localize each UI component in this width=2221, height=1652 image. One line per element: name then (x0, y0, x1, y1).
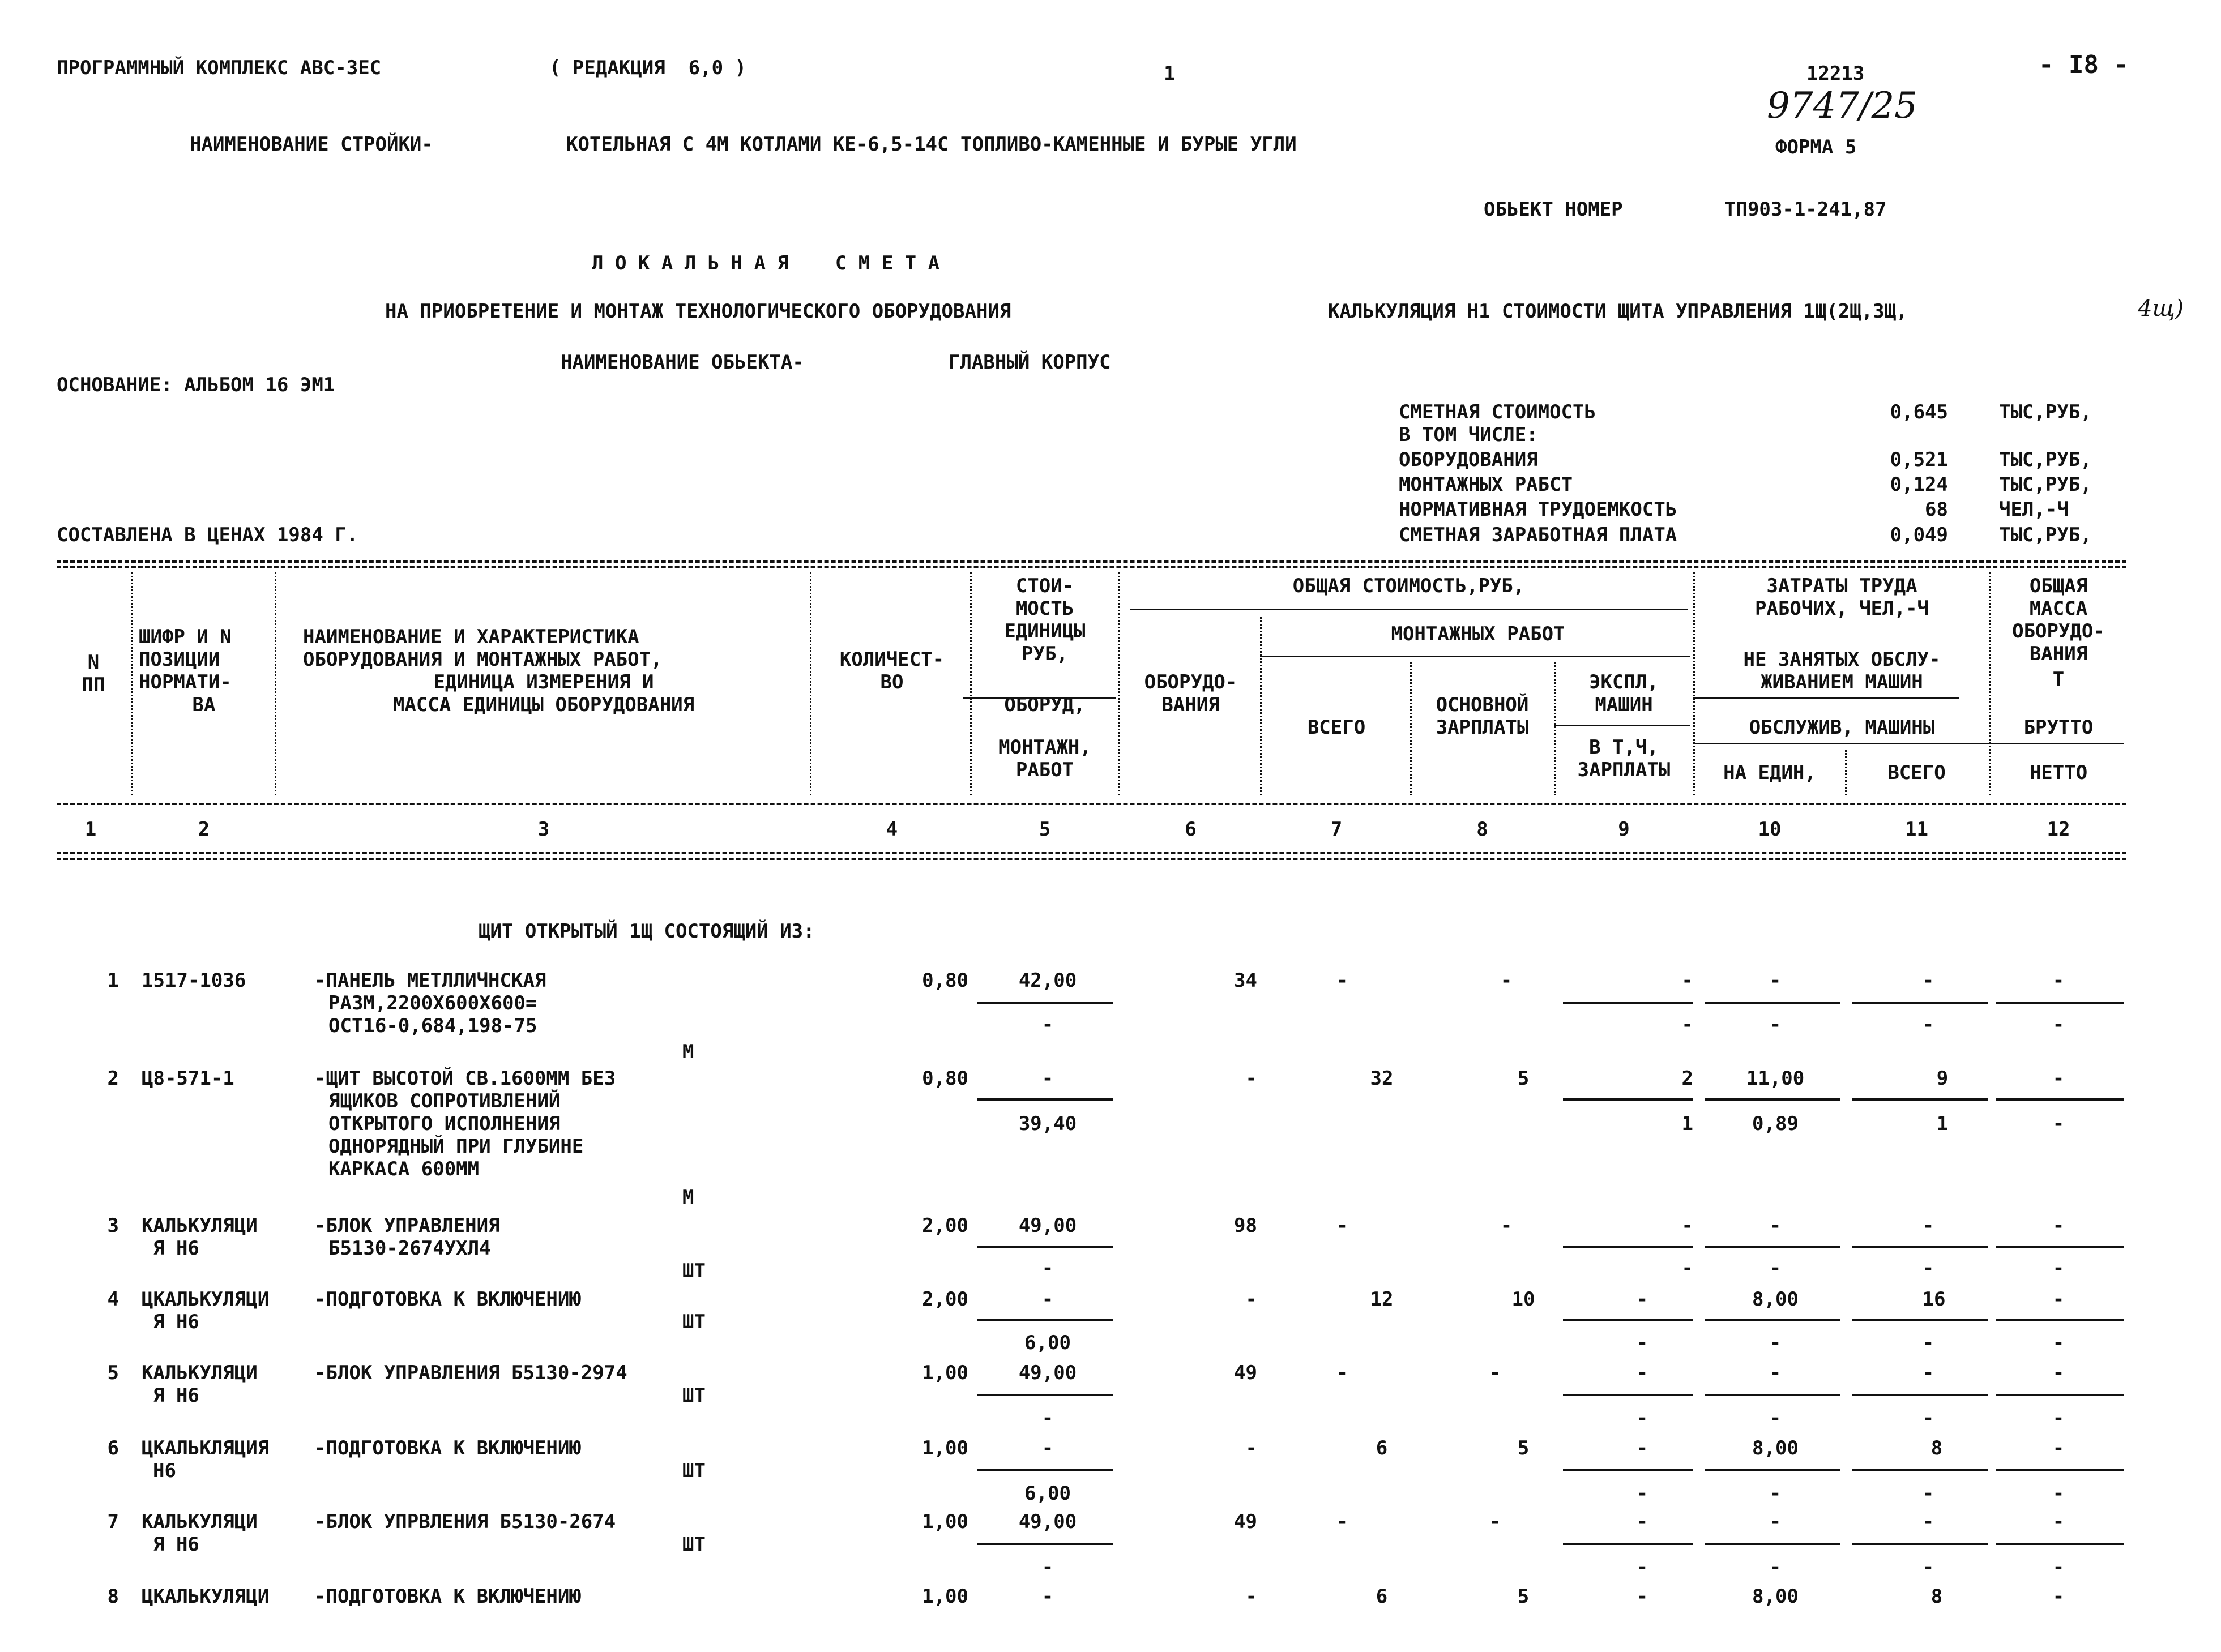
col12-header: ВАНИЯ (2029, 643, 2088, 665)
row-code-cont: Я Н6 (153, 1237, 199, 1260)
subtitle: НА ПРИОБРЕТЕНИЕ И МОНТАЖ ТЕХНОЛОГИЧЕСКОГО ОБОРУДОВАНИЯ (385, 300, 1011, 323)
row-col9b: - (1681, 1013, 1693, 1036)
row-col11b: - (1922, 1257, 1934, 1279)
row-col10b: - (1769, 1257, 1782, 1279)
row-qty: 0,80 (922, 1067, 968, 1090)
cell-divider (1563, 1098, 1693, 1101)
header-bottom-rule (57, 803, 2126, 805)
row-col10b: - (1769, 1013, 1782, 1036)
row-name: -ПОДГОТОВКА К ВКЛЮЧЕНИЮ (314, 1288, 581, 1311)
row-col10: 11,00 (1746, 1067, 1805, 1090)
not-busy-header: ЖИВАНИЕМ МАШИН (1761, 671, 1923, 694)
col2-header: ШИФР И N (139, 626, 232, 648)
row-col9: - (1636, 1510, 1648, 1533)
numbers-bottom-rule (57, 852, 2126, 854)
table-top-rule (57, 566, 2126, 568)
row-col11: - (1922, 1510, 1934, 1533)
col5-header: ЕДИНИЦЫ (1004, 620, 1086, 643)
col9-header: В Т,Ч, (1589, 736, 1659, 759)
cell-divider (1852, 1543, 1988, 1545)
row-equip-price: 49,00 (1018, 1214, 1077, 1237)
row-col9: 2 (1681, 1067, 1693, 1090)
row-col12: - (2052, 1362, 2065, 1384)
row-col10b: - (1769, 1407, 1782, 1430)
doc-code: 12213 (1806, 62, 1865, 85)
header-rule (1260, 656, 1690, 657)
row-col8: 5 (1517, 1437, 1530, 1460)
labor-header: РАБОЧИХ, ЧЕЛ,-Ч (1754, 597, 1929, 620)
row-col9: - (1636, 1288, 1648, 1311)
col1-header: N (87, 651, 100, 674)
row-col8: - (1500, 969, 1513, 992)
serving-header: ОБСЛУЖИВ, МАШИНЫ (1749, 716, 1935, 739)
row-col9b: - (1681, 1257, 1693, 1279)
col10-header: НА ЕДИН, (1723, 761, 1816, 784)
object-name: ГЛАВНЫЙ КОРПУС (949, 351, 1111, 374)
row-col11b: - (1922, 1013, 1934, 1036)
row-col10b: - (1769, 1482, 1782, 1505)
col1-header: ПП (82, 674, 105, 696)
summary-value: 0,645 (1890, 401, 1948, 423)
header-rule (1693, 697, 1959, 699)
col2-header: ПОЗИЦИИ (139, 648, 220, 671)
row-name: -ЩИТ ВЫСОТОЙ СВ.1600ММ БЕЗ (314, 1067, 616, 1090)
cell-divider (1705, 1394, 1840, 1396)
col12-header: МАССА (2029, 597, 2088, 620)
row-col10b: - (1769, 1556, 1782, 1578)
row-col7: 12 (1370, 1288, 1394, 1311)
row-col9b: - (1636, 1332, 1648, 1354)
col5-header: МОСТЬ (1015, 597, 1074, 620)
summary-value: 0,049 (1890, 524, 1948, 546)
column-number: 1 (84, 818, 97, 841)
row-col12b: - (2052, 1112, 2065, 1135)
cell-divider (1852, 1469, 1988, 1471)
row-mount-price: - (1041, 1407, 1054, 1430)
cell-divider (1996, 1394, 2124, 1396)
row-col12b: - (2052, 1556, 2065, 1578)
row-name: ОСТ16-0,684,198-75 (328, 1015, 537, 1037)
row-mount-price: - (1041, 1556, 1054, 1578)
row-code: ЦКАЛЬКУЛЯЦИ (142, 1585, 270, 1608)
labor-header: ЗАТРАТЫ ТРУДА (1766, 575, 1917, 597)
row-col6: 49 (1234, 1510, 1257, 1533)
cell-divider (1563, 1246, 1693, 1248)
col12-header: Т (2052, 668, 2065, 691)
column-number: 5 (1039, 818, 1051, 841)
row-col6: - (1245, 1585, 1257, 1608)
row-col12: - (2052, 1067, 2065, 1090)
row-col8: 10 (1511, 1288, 1535, 1311)
cell-divider (1705, 1002, 1840, 1004)
row-code-cont: Н6 (153, 1460, 176, 1482)
cell-divider (1852, 1246, 1988, 1248)
row-col7: 6 (1376, 1437, 1388, 1460)
row-number: 8 (107, 1585, 119, 1608)
col-separator (810, 572, 811, 795)
row-col10: 8,00 (1752, 1437, 1799, 1460)
row-col7: - (1336, 1362, 1348, 1384)
row-qty: 2,00 (922, 1288, 968, 1311)
row-col11: - (1922, 1214, 1934, 1237)
cell-divider (1563, 1543, 1693, 1545)
row-number: 7 (107, 1510, 119, 1533)
cell-divider (977, 1469, 1113, 1471)
row-col9: - (1636, 1362, 1648, 1384)
row-col11: 16 (1922, 1288, 1946, 1311)
row-name: -БЛОК УПРАВЛЕНИЯ Б5130-2974 (314, 1362, 627, 1384)
summary-label: ОБОРУДОВАНИЯ (1399, 448, 1538, 471)
row-equip-price: - (1041, 1067, 1054, 1090)
row-col12b: - (2052, 1332, 2065, 1354)
row-col7: 32 (1370, 1067, 1394, 1090)
section-title: ЩИТ ОТКРЫТЫЙ 1Щ СОСТОЯЩИЙ ИЗ: (479, 920, 815, 943)
row-col9b: 1 (1681, 1112, 1693, 1135)
col11-header: ВСЕГО (1887, 761, 1946, 784)
row-name: -ПАНЕЛЬ МЕТЛЛИЧНСКАЯ (314, 969, 546, 992)
col3-header: ЕДИНИЦА ИЗМЕРЕНИЯ И (433, 671, 654, 694)
construction-label: НАИМЕНОВАНИЕ СТРОЙКИ- (190, 133, 433, 156)
cell-divider (1563, 1002, 1693, 1004)
cell-divider (1852, 1002, 1988, 1004)
row-unit: М (682, 1041, 694, 1063)
row-unit: ШТ (682, 1533, 706, 1556)
column-number: 11 (1905, 818, 1928, 841)
row-unit: ШТ (682, 1311, 706, 1333)
row-name: -ПОДГОТОВКА К ВКЛЮЧЕНИЮ (314, 1437, 581, 1460)
row-mount-price: 6,00 (1024, 1332, 1071, 1354)
col-separator (1554, 662, 1556, 795)
col-separator (1693, 572, 1695, 795)
cell-divider (1996, 1319, 2124, 1321)
row-col6: 34 (1234, 969, 1257, 992)
edition: ( РЕДАКЦИЯ 6,0 ) (549, 57, 746, 79)
col3-header: МАССА ЕДИНИЦЫ ОБОРУДОВАНИЯ (392, 694, 695, 716)
column-number: 3 (537, 818, 550, 841)
row-col8: - (1489, 1362, 1501, 1384)
row-col11b: 1 (1936, 1112, 1949, 1135)
row-col10b: - (1769, 1332, 1782, 1354)
row-code: КАЛЬКУЛЯЦИ (142, 1214, 258, 1237)
col3-header: ОБОРУДОВАНИЯ И МОНТАЖНЫХ РАБОТ, (303, 648, 663, 671)
page-number: 1 (1164, 62, 1176, 85)
row-name: -БЛОК УПРАВЛЕНИЯ (314, 1214, 500, 1237)
row-number: 5 (107, 1362, 119, 1384)
row-name: -БЛОК УПРВЛЕНИЯ Б5130-2674 (314, 1510, 616, 1533)
row-code: Ц8-571-1 (142, 1067, 234, 1090)
row-col7: 6 (1376, 1585, 1388, 1608)
row-col8: 5 (1517, 1585, 1530, 1608)
cell-divider (1996, 1543, 2124, 1545)
col4-header: КОЛИЧЕСТ- (839, 648, 945, 671)
header-rule (1130, 609, 1688, 610)
row-name: РАЗМ,2200Х600Х600= (328, 992, 537, 1015)
cell-divider (977, 1002, 1113, 1004)
cell-divider (977, 1543, 1113, 1545)
row-col10: - (1769, 1510, 1782, 1533)
total-cost-header: ОБЩАЯ СТОИМОСТЬ,РУБ, (1292, 575, 1525, 597)
sheet-number: - I8 - (2039, 50, 2129, 79)
row-mount-price: - (1041, 1257, 1054, 1279)
col8-header: ЗАРПЛАТЫ (1436, 716, 1529, 739)
row-equip-price: 42,00 (1018, 969, 1077, 992)
col2-header: ВА (192, 694, 216, 716)
row-col11b: - (1922, 1556, 1934, 1578)
col-separator (275, 572, 276, 795)
row-col12b: - (2052, 1407, 2065, 1430)
form-label: ФОРМА 5 (1775, 136, 1857, 159)
row-col8: - (1500, 1214, 1513, 1237)
row-col9: - (1636, 1585, 1648, 1608)
summary-unit: ТЫС,РУБ, (1999, 448, 2092, 471)
row-code-cont: Я Н6 (153, 1311, 199, 1333)
row-col12: - (2052, 1585, 2065, 1608)
column-number: 4 (886, 818, 898, 841)
prices-year: СОСТАВЛЕНА В ЦЕНАХ 1984 Г. (57, 524, 358, 546)
col-separator (1845, 750, 1847, 795)
row-equip-price: 49,00 (1018, 1510, 1077, 1533)
summary-value: 0,124 (1890, 473, 1948, 496)
row-col12: - (2052, 1214, 2065, 1237)
summary-label: НОРМАТИВНАЯ ТРУДОЕМКОСТЬ (1399, 498, 1677, 521)
summary-unit: ТЫС,РУБ, (1999, 473, 2092, 496)
row-col12: - (2052, 1288, 2065, 1311)
row-col11b: - (1922, 1332, 1934, 1354)
col8-header: ОСНОВНОЙ (1436, 694, 1529, 716)
col4-header: ВО (880, 671, 904, 694)
row-number: 1 (107, 969, 119, 992)
row-col8: - (1489, 1510, 1501, 1533)
col9-header: МАШИН (1595, 694, 1653, 716)
row-col9b: - (1636, 1407, 1648, 1430)
row-name: ОТКРЫТОГО ИСПОЛНЕНИЯ (328, 1112, 561, 1135)
object-label: ОБЬЕКТ НОМЕР (1484, 198, 1623, 221)
col-separator (1260, 617, 1262, 795)
row-col6: 49 (1234, 1362, 1257, 1384)
row-col10: - (1769, 1362, 1782, 1384)
col9-header: ЗАРПЛАТЫ (1577, 759, 1671, 781)
row-col9: - (1681, 969, 1693, 992)
row-qty: 2,00 (922, 1214, 968, 1237)
row-name: КАРКАСА 600ММ (328, 1158, 480, 1180)
col9-header: ЭКСПЛ, (1589, 671, 1659, 694)
col-separator (1410, 662, 1412, 795)
row-col12b: - (2052, 1257, 2065, 1279)
row-col6: - (1245, 1067, 1257, 1090)
row-code-cont: Я Н6 (153, 1533, 199, 1556)
row-equip-price: - (1041, 1585, 1054, 1608)
cell-divider (1996, 1469, 2124, 1471)
cell-divider (977, 1319, 1113, 1321)
col2-header: НОРМАТИ- (139, 671, 232, 694)
numbers-bottom-rule (57, 858, 2126, 860)
row-mount-price: - (1041, 1013, 1054, 1036)
page-title: Л О К А Л Ь Н А Я С М Е Т А (592, 252, 940, 275)
summary-value: 68 (1925, 498, 1948, 521)
cell-divider (1563, 1319, 1693, 1321)
row-col12b: - (2052, 1013, 2065, 1036)
row-unit: ШТ (682, 1260, 706, 1282)
col-separator (970, 572, 972, 795)
calculation-handwritten: 4щ) (2138, 296, 2184, 322)
row-unit: ШТ (682, 1384, 706, 1407)
cell-divider (1852, 1098, 1988, 1101)
col5-header: РУБ, (1022, 643, 1068, 665)
object-name-label: НАИМЕНОВАНИЕ ОБЬЕКТА- (561, 351, 804, 374)
summary-label: СМЕТНАЯ СТОИМОСТЬ (1399, 401, 1596, 423)
row-code-cont: Я Н6 (153, 1384, 199, 1407)
row-col12: - (2052, 1510, 2065, 1533)
cell-divider (1705, 1098, 1840, 1101)
row-equip-price: - (1041, 1437, 1054, 1460)
row-col12: - (2052, 1437, 2065, 1460)
column-number: 9 (1618, 818, 1630, 841)
cell-divider (1563, 1394, 1693, 1396)
summary-unit: ЧЕЛ,-Ч (1999, 498, 2069, 521)
row-col11b: - (1922, 1482, 1934, 1505)
summary-unit: ТЫС,РУБ, (1999, 524, 2092, 546)
column-number: 12 (2047, 818, 2070, 841)
column-number: 7 (1330, 818, 1343, 841)
row-qty: 1,00 (922, 1362, 968, 1384)
column-number: 6 (1185, 818, 1197, 841)
object-number: ТП903-1-241,87 (1724, 198, 1887, 221)
row-col9b: - (1636, 1556, 1648, 1578)
row-col7: - (1336, 969, 1348, 992)
row-col12: - (2052, 969, 2065, 992)
cell-divider (1705, 1319, 1840, 1321)
row-name: -ПОДГОТОВКА К ВКЛЮЧЕНИЮ (314, 1585, 581, 1608)
table-top-rule (57, 560, 2126, 563)
row-code: 1517-1036 (142, 969, 246, 992)
mount-works-header: МОНТАЖНЫХ РАБОТ (1391, 623, 1565, 645)
construction-name: КОТЕЛЬНАЯ С 4М КОТЛАМИ КЕ-6,5-14С ТОПЛИВО-КАМЕННЫЕ И БУРЫЕ УГЛИ (566, 133, 1297, 156)
row-col8: 5 (1517, 1067, 1530, 1090)
header-rule (1554, 725, 1690, 726)
row-qty: 1,00 (922, 1585, 968, 1608)
row-code: ЦКАЛЬКЛЯЦИЯ (142, 1437, 270, 1460)
col5-header: ОБОРУД, (1004, 694, 1086, 716)
row-name: Б5130-2674УХЛ4 (328, 1237, 491, 1260)
col-separator (131, 572, 133, 795)
row-name: ЯЩИКОВ СОПРОТИВЛЕНИЙ (328, 1090, 561, 1112)
row-unit: М (682, 1186, 694, 1209)
row-col9b: - (1636, 1482, 1648, 1505)
cell-divider (1852, 1319, 1988, 1321)
summary-label: МОНТАЖНЫХ РАБСТ (1399, 473, 1573, 496)
row-number: 6 (107, 1437, 119, 1460)
row-col10: - (1769, 1214, 1782, 1237)
row-col11: 8 (1930, 1437, 1943, 1460)
cell-divider (1705, 1246, 1840, 1248)
column-number: 2 (198, 818, 210, 841)
row-qty: 1,00 (922, 1510, 968, 1533)
row-code: КАЛЬКУЛЯЦИ (142, 1362, 258, 1384)
col5-header: МОНТАЖН, (998, 736, 1091, 759)
row-qty: 1,00 (922, 1437, 968, 1460)
col5-header: СТОИ- (1015, 575, 1074, 597)
cell-divider (1996, 1246, 2124, 1248)
row-equip-price: 49,00 (1018, 1362, 1077, 1384)
col12-header: БРУТТО (2023, 716, 2094, 739)
col3-header: НАИМЕНОВАНИЕ И ХАРАКТЕРИСТИКА (303, 626, 639, 648)
row-col6: - (1245, 1437, 1257, 1460)
row-col10: 8,00 (1752, 1288, 1799, 1311)
header-rule (1693, 743, 2124, 744)
row-equip-price: - (1041, 1288, 1054, 1311)
summary-unit: ТЫС,РУБ, (1999, 401, 2092, 423)
row-col7: - (1336, 1510, 1348, 1533)
row-qty: 0,80 (922, 969, 968, 992)
col-separator (1118, 572, 1120, 795)
col6-header: ОБОРУДО- (1144, 671, 1237, 694)
cell-divider (1852, 1394, 1988, 1396)
row-col11: 8 (1930, 1585, 1943, 1608)
row-col11b: - (1922, 1407, 1934, 1430)
row-col11: - (1922, 969, 1934, 992)
summary-label: В ТОМ ЧИСЛЕ: (1399, 423, 1538, 446)
col6-header: ВАНИЯ (1161, 694, 1220, 716)
row-name: ОДНОРЯДНЫЙ ПРИ ГЛУБИНЕ (328, 1135, 584, 1158)
summary-label: СМЕТНАЯ ЗАРАБОТНАЯ ПЛАТА (1399, 524, 1677, 546)
col12-header: НЕТТО (2029, 761, 2088, 784)
calculation-title: КАЛЬКУЛЯЦИЯ Н1 СТОИМОСТИ ЩИТА УПРАВЛЕНИЯ 1Щ(2Щ,3Щ, (1328, 300, 1908, 323)
row-code: ЦКАЛЬКУЛЯЦИ (142, 1288, 270, 1311)
row-col10: - (1769, 969, 1782, 992)
row-col10: 8,00 (1752, 1585, 1799, 1608)
program-name: ПРОГРАММНЫЙ КОМПЛЕКС АВС-3ЕС (57, 57, 382, 79)
column-number: 10 (1758, 818, 1782, 841)
row-mount-price: 6,00 (1024, 1482, 1071, 1505)
cell-divider (1996, 1098, 2124, 1101)
col-separator (1989, 572, 1991, 795)
handwritten-code: 9747/25 (1767, 85, 1917, 127)
not-busy-header: НЕ ЗАНЯТЫХ ОБСЛУ- (1743, 648, 1941, 671)
col12-header: ОБОРУДО- (2012, 620, 2105, 643)
row-col6: 98 (1234, 1214, 1257, 1237)
row-code: КАЛЬКУЛЯЦИ (142, 1510, 258, 1533)
basis: ОСНОВАНИЕ: АЛЬБОМ 16 ЭМ1 (57, 374, 335, 396)
column-number: 8 (1476, 818, 1488, 841)
cell-divider (977, 1246, 1113, 1248)
row-mount-price: 39,40 (1018, 1112, 1077, 1135)
row-col9: - (1636, 1437, 1648, 1460)
row-number: 2 (107, 1067, 119, 1090)
cell-divider (1996, 1002, 2124, 1004)
col5-header: РАБОТ (1015, 759, 1074, 781)
row-unit: ШТ (682, 1460, 706, 1482)
cell-divider (977, 1394, 1113, 1396)
row-col7: - (1336, 1214, 1348, 1237)
row-col11: - (1922, 1362, 1934, 1384)
row-col11: 9 (1936, 1067, 1949, 1090)
row-number: 4 (107, 1288, 119, 1311)
row-col6: - (1245, 1288, 1257, 1311)
col7-header: ВСЕГО (1307, 716, 1366, 739)
col12-header: ОБЩАЯ (2029, 575, 2088, 597)
cell-divider (1563, 1469, 1693, 1471)
cell-divider (977, 1098, 1113, 1101)
row-number: 3 (107, 1214, 119, 1237)
row-col10b: 0,89 (1752, 1112, 1799, 1135)
row-col12b: - (2052, 1482, 2065, 1505)
summary-value: 0,521 (1890, 448, 1948, 471)
row-col9: - (1681, 1214, 1693, 1237)
cell-divider (1705, 1543, 1840, 1545)
cell-divider (1705, 1469, 1840, 1471)
